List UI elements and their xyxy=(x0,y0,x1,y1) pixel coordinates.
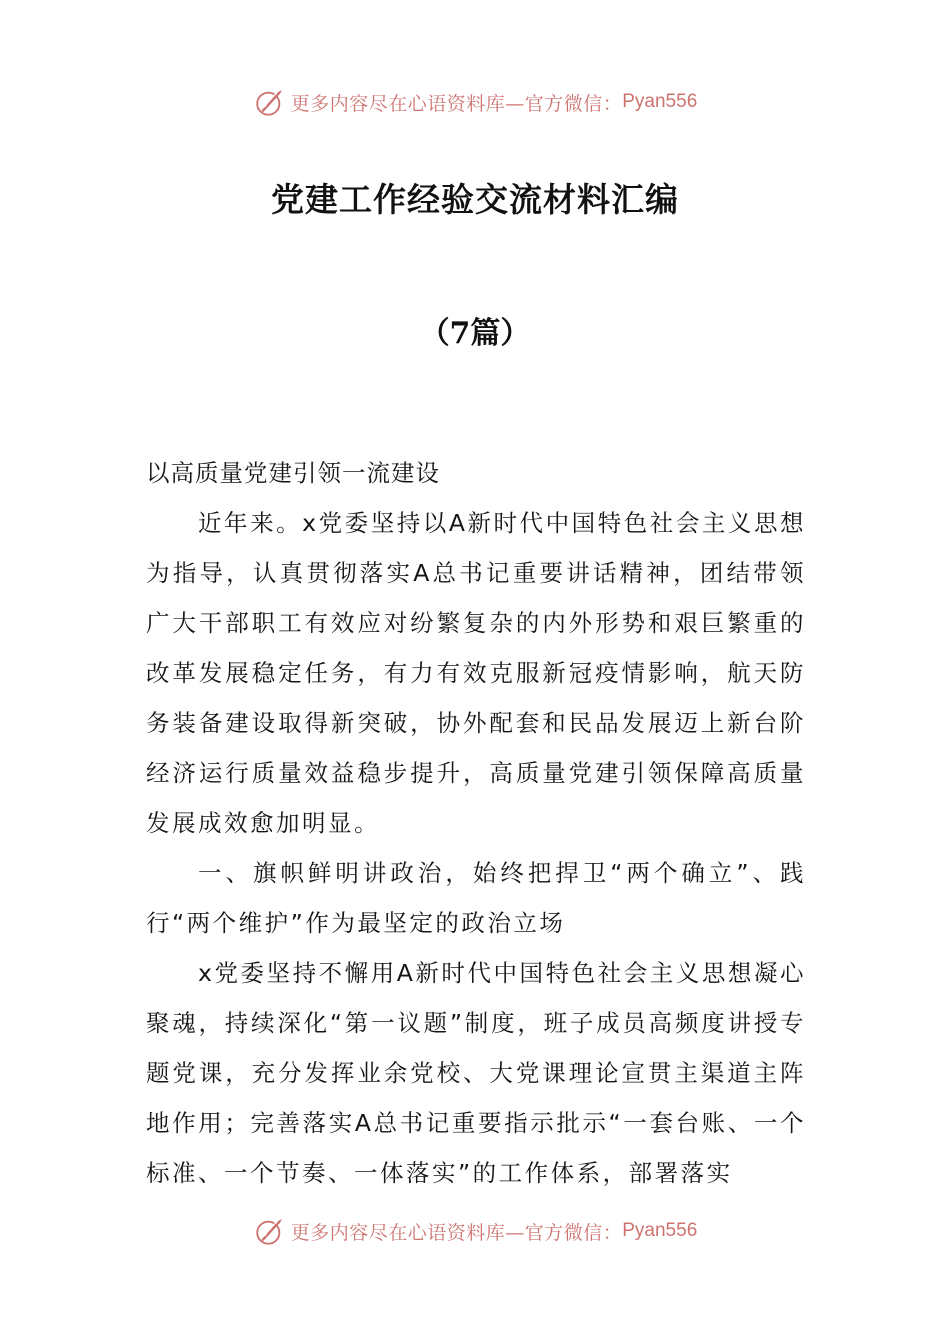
watermark-text: 更多内容尽在心语资料库—官方微信： xyxy=(290,92,623,115)
watermark-wechat-id: Pyan556 xyxy=(622,1220,698,1241)
paragraph-body-one: x党委坚持不懈用A新时代中国特色社会主义思想凝心聚魂，持续深化“第一议题”制度，班子成员高频度讲授专题党课，充分发挥业余党校、大党课理论宣贯主渠道主阵地作用；完善落实A总书记重要指示批示“一套台账、一个标准、一个节奏、一体落实”的工作体系，部署落实 xyxy=(146,959,806,1187)
document-title: 党建工作经验交流材料汇编 xyxy=(271,180,679,219)
paragraph-heading-one: 一、旗帜鲜明讲政治，始终把捍卫“两个确立”、践行“两个维护”作为最坚定的政治立场 xyxy=(146,859,806,937)
quill-pen-logo-icon xyxy=(253,1214,287,1248)
watermark-wechat-id: Pyan556 xyxy=(622,91,698,112)
document-subtitle: （7篇） xyxy=(419,316,531,351)
watermark-header xyxy=(0,82,950,122)
watermark-text: 更多内容尽在心语资料库—官方微信： xyxy=(290,1221,623,1244)
watermark-footer xyxy=(0,1211,950,1251)
section-heading: 以高质量党建引领一流建设 xyxy=(146,459,440,487)
quill-pen-logo-icon xyxy=(253,85,287,119)
paragraph-intro: 近年来。x党委坚持以A新时代中国特色社会主义思想为指导，认真贯彻落实A总书记重要讲话精神，团结带领广大干部职工有效应对纷繁复杂的内外形势和艰巨繁重的改革发展稳定任务，有力有效克服新冠疫情影响，航天防务装备建设取得新突破，协外配套和民品发展迈上新台阶经济运行质量效益稳步提升，高质量党建引领保障高质量发展成效愈加明显。 xyxy=(146,509,806,837)
document-body xyxy=(146,448,806,1198)
